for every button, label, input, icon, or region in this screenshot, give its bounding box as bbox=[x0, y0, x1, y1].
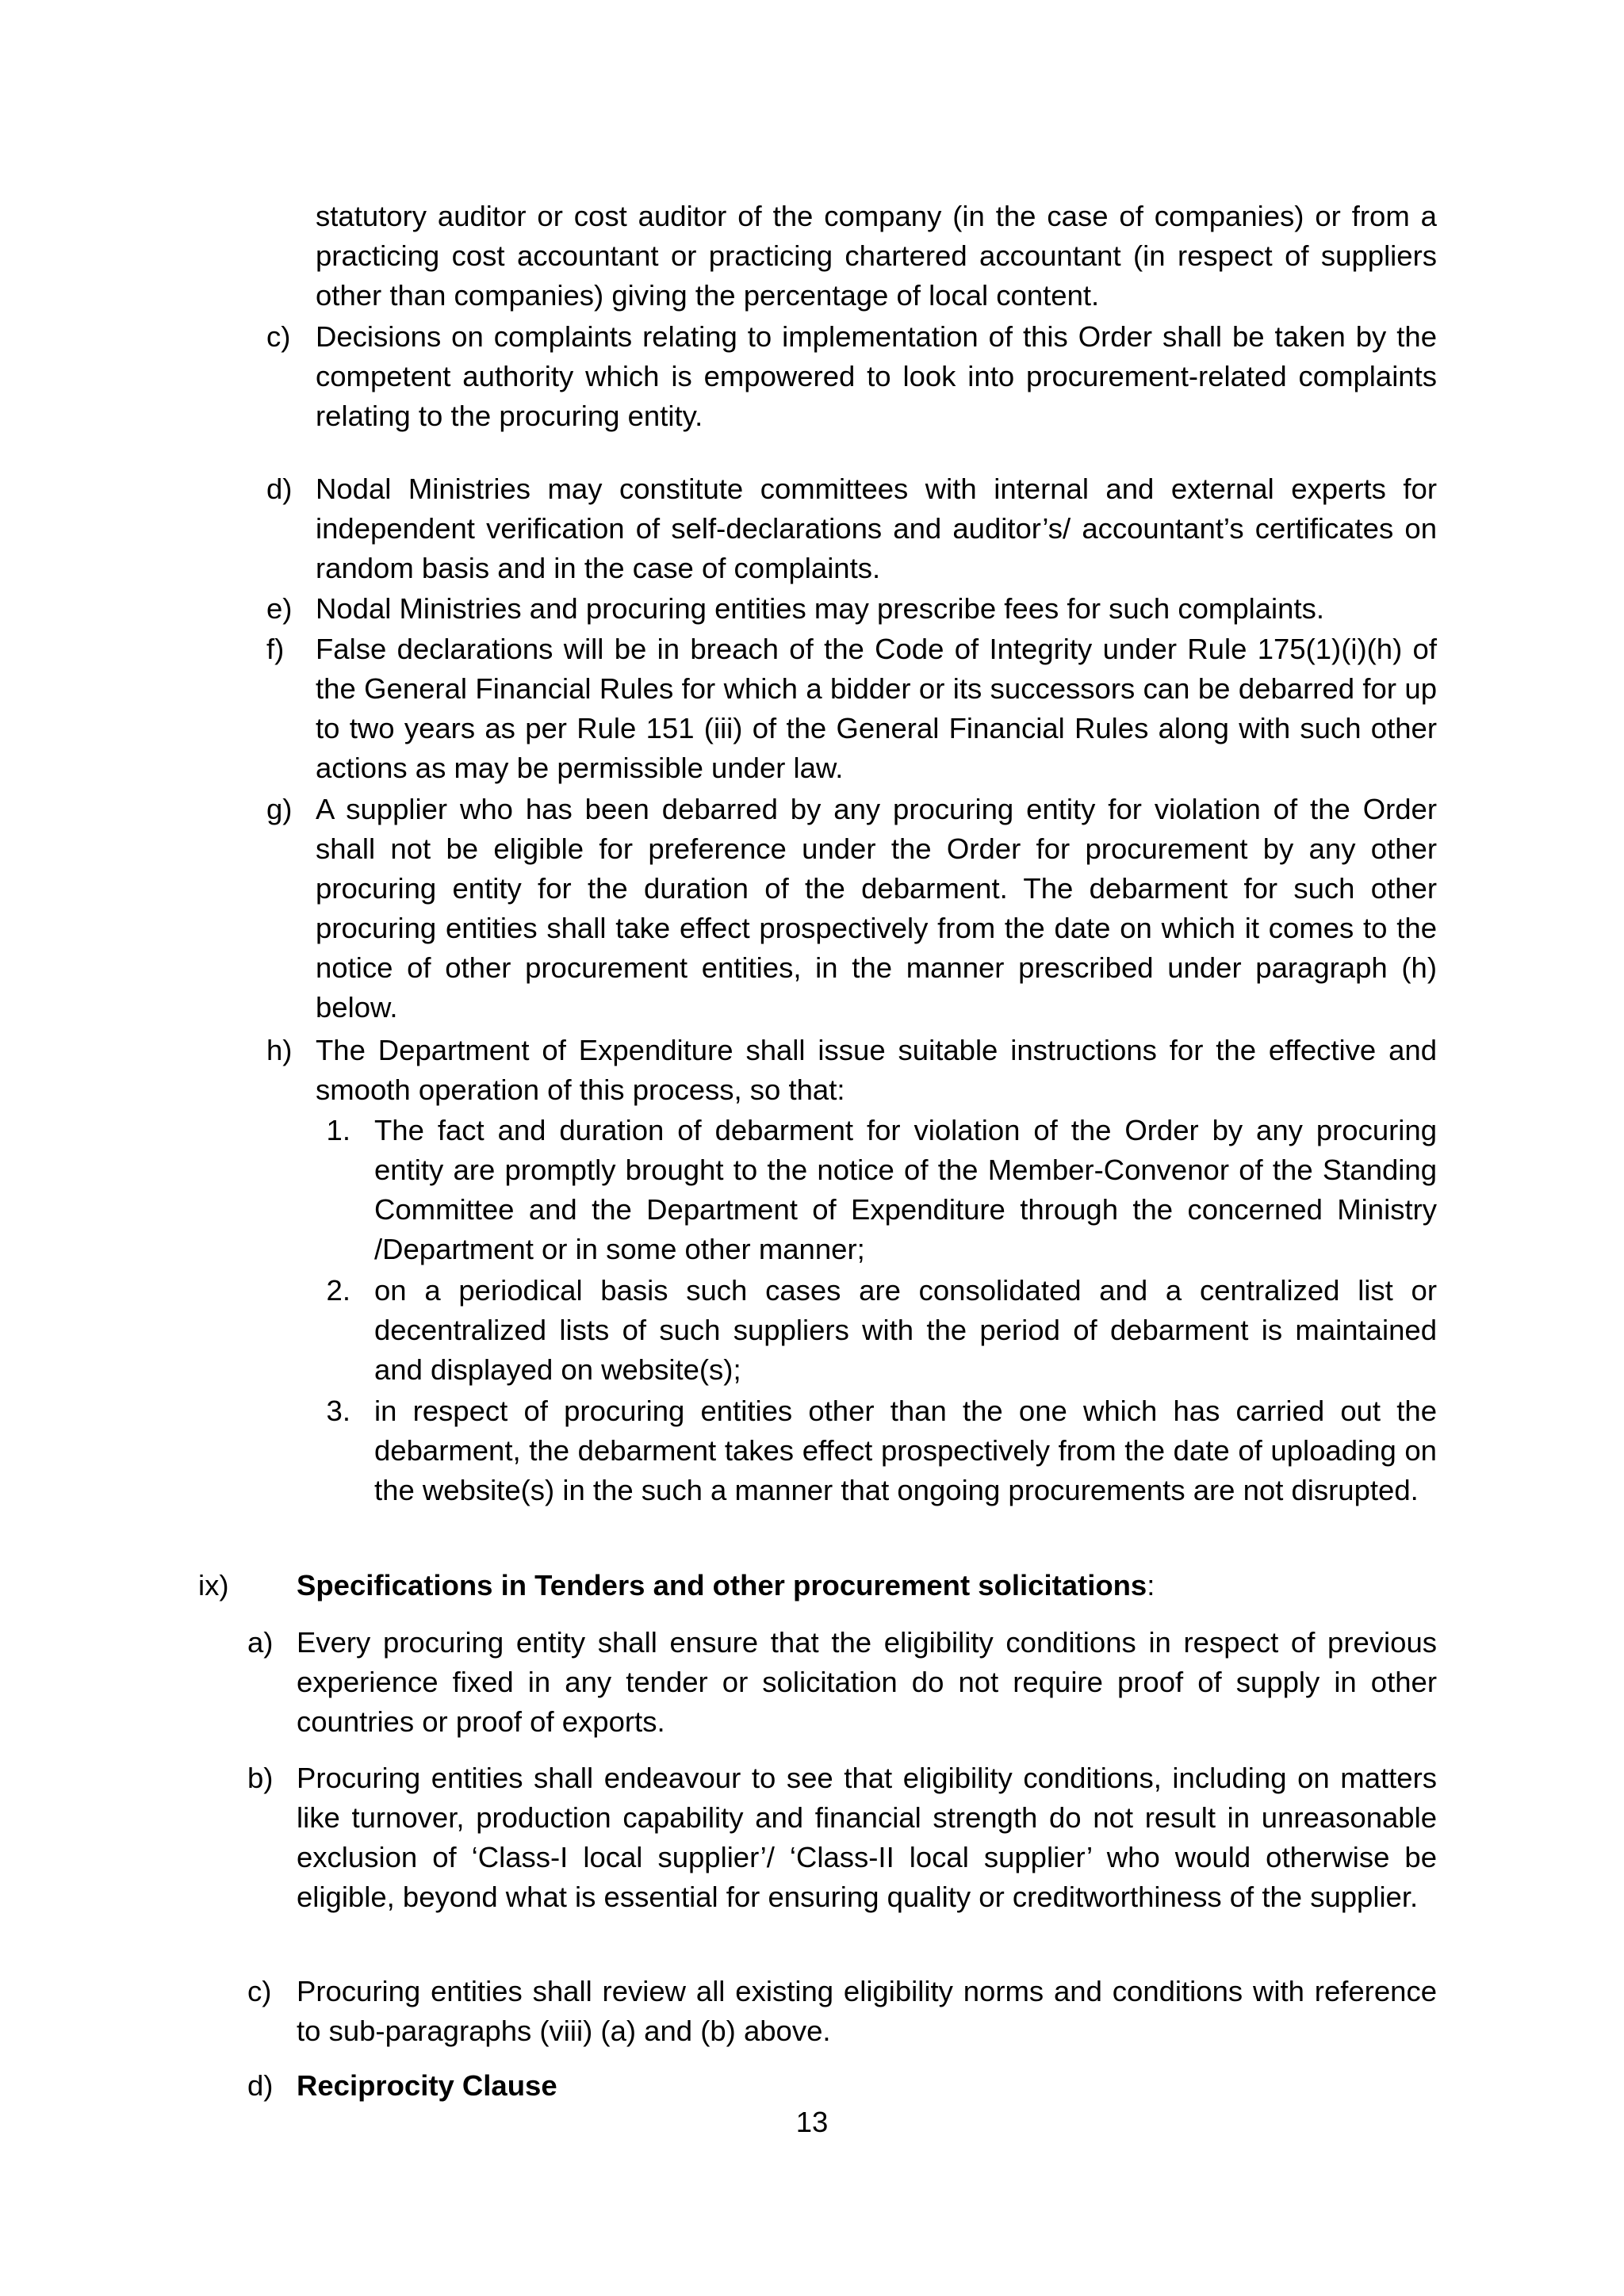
list-item-text: Nodal Ministries may constitute committees with internal and external experts for independent verification of self-declarations and auditor’s/ accountant’s certificates on random basis and in the case of complaints. bbox=[316, 473, 1437, 584]
continued-paragraph bbox=[316, 197, 1437, 316]
list-item-e bbox=[316, 589, 1437, 629]
list-item-a-lower bbox=[297, 1623, 1437, 1742]
list-marker: e) bbox=[266, 592, 293, 625]
page-number: 13 bbox=[795, 2106, 829, 2138]
list-item-f bbox=[316, 629, 1437, 788]
list-item-d-upper bbox=[316, 469, 1437, 588]
section-marker: ix) bbox=[198, 1569, 229, 1601]
numbered-item-1 bbox=[374, 1111, 1437, 1269]
list-item-text: Every procuring entity shall ensure that the eligibility conditions in respect of previous experience fixed in any tender or solicitation do not require proof of supply in other countries or proof of exports. bbox=[297, 1626, 1437, 1738]
list-item-c-lower bbox=[297, 1972, 1437, 2051]
section-heading-colon: : bbox=[1147, 1569, 1155, 1601]
list-item-text: Procuring entities shall review all existing eligibility norms and conditions with reference to sub-paragraphs (viii) (a) and (b) above. bbox=[297, 1975, 1437, 2047]
list-marker: h) bbox=[266, 1034, 293, 1066]
list-item-h bbox=[316, 1031, 1437, 1110]
list-item-d-lower bbox=[297, 2066, 1437, 2106]
numbered-item-3 bbox=[374, 1391, 1437, 1510]
paragraph-text: statutory auditor or cost auditor of the company (in the case of companies) or from a practicing cost accountant or practicing chartered accountant (in respect of suppliers other than companies) giving the percentage of local content. bbox=[316, 200, 1437, 312]
numbered-item-2 bbox=[374, 1271, 1437, 1390]
list-item-text: Procuring entities shall endeavour to see that eligibility conditions, including on matters like turnover, production capability and financial strength do not result in unreasonable exclusion of ‘Class-I local supplier’/ ‘Class-II local supplier’ who would otherwise be eligible, beyond what is essential for ensuring quality or creditworthiness of the supplier. bbox=[297, 1762, 1437, 1913]
numbered-marker: 2. bbox=[326, 1274, 350, 1307]
list-marker: b) bbox=[247, 1762, 274, 1794]
list-marker: a) bbox=[247, 1626, 274, 1659]
list-marker: c) bbox=[247, 1975, 272, 2007]
section-heading bbox=[297, 1566, 1437, 1605]
list-marker: d) bbox=[247, 2069, 274, 2102]
list-item-text: A supplier who has been debarred by any procuring entity for violation of the Order shall not be eligible for preference under the Order for procurement by any other procuring entity for the duration of the debarment. The debarment for such other procuring entities shall take effect prospectively from the date on which it comes to the notice of other procurement entities, in the manner prescribed under paragraph (h) below. bbox=[316, 793, 1437, 1024]
list-item-text: Nodal Ministries and procuring entities may prescribe fees for such complaints. bbox=[316, 592, 1324, 625]
numbered-marker: 3. bbox=[326, 1395, 350, 1427]
list-item-text: Decisions on complaints relating to implementation of this Order shall be taken by the competent authority which is empowered to look into procurement-related complaints relating to the procuring entity. bbox=[316, 320, 1437, 432]
section-heading-title: Specifications in Tenders and other procurement solicitations bbox=[297, 1569, 1147, 1601]
numbered-marker: 1. bbox=[326, 1114, 350, 1146]
list-item-text: The Department of Expenditure shall issue suitable instructions for the effective and smooth operation of this process, so that: bbox=[316, 1034, 1437, 1106]
list-item-text: False declarations will be in breach of the Code of Integrity under Rule 175(1)(i)(h) of the General Financial Rules for which a bidder or its successors can be debarred for up to two years as per Rule 151 (iii) of the General Financial Rules along with such other actions as may be permissible under law. bbox=[316, 633, 1437, 784]
list-item-b-lower bbox=[297, 1758, 1437, 1917]
list-marker: c) bbox=[266, 320, 291, 353]
numbered-item-text: in respect of procuring entities other than the one which has carried out the debarment, the debarment takes effect prospectively from the date of uploading on the website(s) in the such a manner that ongoing procurements are not disrupted. bbox=[374, 1395, 1437, 1506]
list-marker: g) bbox=[266, 793, 293, 825]
list-item-g bbox=[316, 790, 1437, 1027]
list-marker: d) bbox=[266, 473, 293, 505]
numbered-item-text: The fact and duration of debarment for violation of the Order by any procuring entity are promptly brought to the notice of the Member-Convenor of the Standing Committee and the Department of Expenditure through the concerned Ministry /Department or in some other manner; bbox=[374, 1114, 1437, 1265]
list-marker: f) bbox=[266, 633, 285, 665]
numbered-item-text: on a periodical basis such cases are consolidated and a centralized list or decentralized lists of such suppliers with the period of debarment is maintained and displayed on website(s); bbox=[374, 1274, 1437, 1386]
reciprocity-clause-heading: Reciprocity Clause bbox=[297, 2069, 557, 2102]
list-item-c-upper bbox=[316, 317, 1437, 436]
